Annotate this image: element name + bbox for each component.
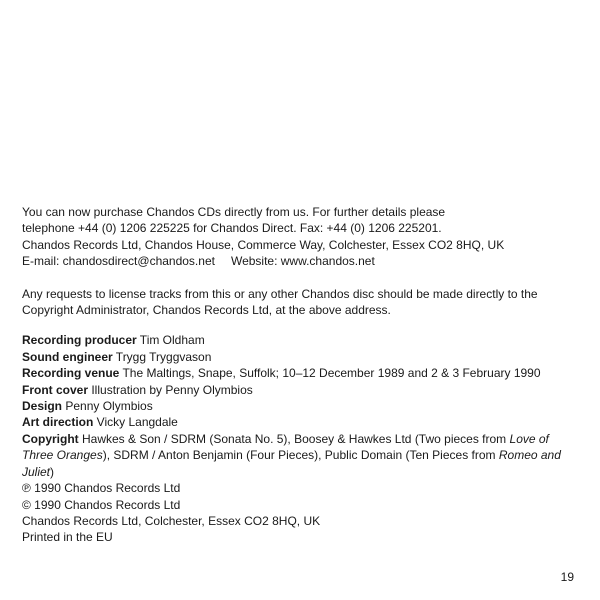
credit-line — [22, 414, 582, 430]
credit-line — [22, 382, 582, 398]
label-address: Chandos Records Ltd, Colchester, Essex CO2 8HQ, UK — [22, 513, 321, 528]
website-text: Website: www.chandos.net — [230, 254, 375, 269]
credit-line — [22, 365, 582, 381]
credit-value: Vicky Langdale — [93, 415, 178, 430]
phonogram-notice: ℗ 1990 Chandos Records Ltd — [22, 481, 181, 496]
license-line: Any requests to license tracks from this or any other Chandos disc should be made directly to the — [22, 286, 538, 301]
credit-line — [22, 398, 582, 414]
booklet-page — [22, 204, 582, 546]
credit-line — [22, 349, 582, 365]
credit-label: Recording producer — [22, 333, 137, 348]
credit-value: The Maltings, Snape, Suffolk; 10–12 December 1989 and 2 & 3 February 1990 — [119, 366, 541, 381]
credit-label: Design — [22, 399, 63, 414]
credits-block — [22, 332, 582, 545]
contact-web-line — [22, 253, 582, 269]
license-line: Copyright Administrator, Chandos Records Ltd, at the above address. — [22, 303, 391, 318]
contact-line: telephone +44 (0) 1206 225225 for Chandos Direct. Fax: +44 (0) 1206 225201. — [22, 221, 442, 236]
printed-in: Printed in the EU — [22, 530, 113, 545]
credit-label: Recording venue — [22, 366, 120, 381]
copyright-notice: © 1990 Chandos Records Ltd — [22, 497, 181, 512]
credit-label: Sound engineer — [22, 349, 113, 364]
copyright-text: Hawkes & Son / SDRM (Sonata No. 5), Boosey & Hawkes Ltd (Two pieces from — [78, 431, 510, 446]
license-block — [22, 286, 582, 319]
credit-label: Copyright — [22, 431, 79, 446]
contact-address: Chandos Records Ltd, Chandos House, Commerce Way, Colchester, Essex CO2 8HQ, UK — [22, 237, 505, 252]
credit-value: Trygg Tryggvason — [112, 349, 212, 364]
credit-value: Illustration by Penny Olymbios — [88, 382, 253, 397]
contact-block — [22, 204, 582, 270]
credit-label: Front cover — [22, 382, 89, 397]
contact-line: You can now purchase Chandos CDs directly from us. For further details please — [22, 205, 446, 219]
email-text: E-mail: chandosdirect@chandos.net — [22, 254, 215, 269]
copyright-text: ) — [50, 464, 55, 479]
work-title: Love of Three Oranges — [22, 431, 549, 463]
credit-value: Tim Oldham — [136, 333, 205, 348]
credit-line — [22, 332, 582, 348]
work-title: Romeo and Juliet — [22, 448, 561, 479]
copyright-text: ), SDRM / Anton Benjamin (Four Pieces), Public Domain (Ten Pieces from — [102, 448, 499, 463]
copyright-credit — [22, 431, 582, 480]
credit-value: Penny Olymbios — [62, 399, 153, 414]
credit-label: Art direction — [22, 415, 94, 430]
page-number: 19 — [560, 570, 574, 584]
